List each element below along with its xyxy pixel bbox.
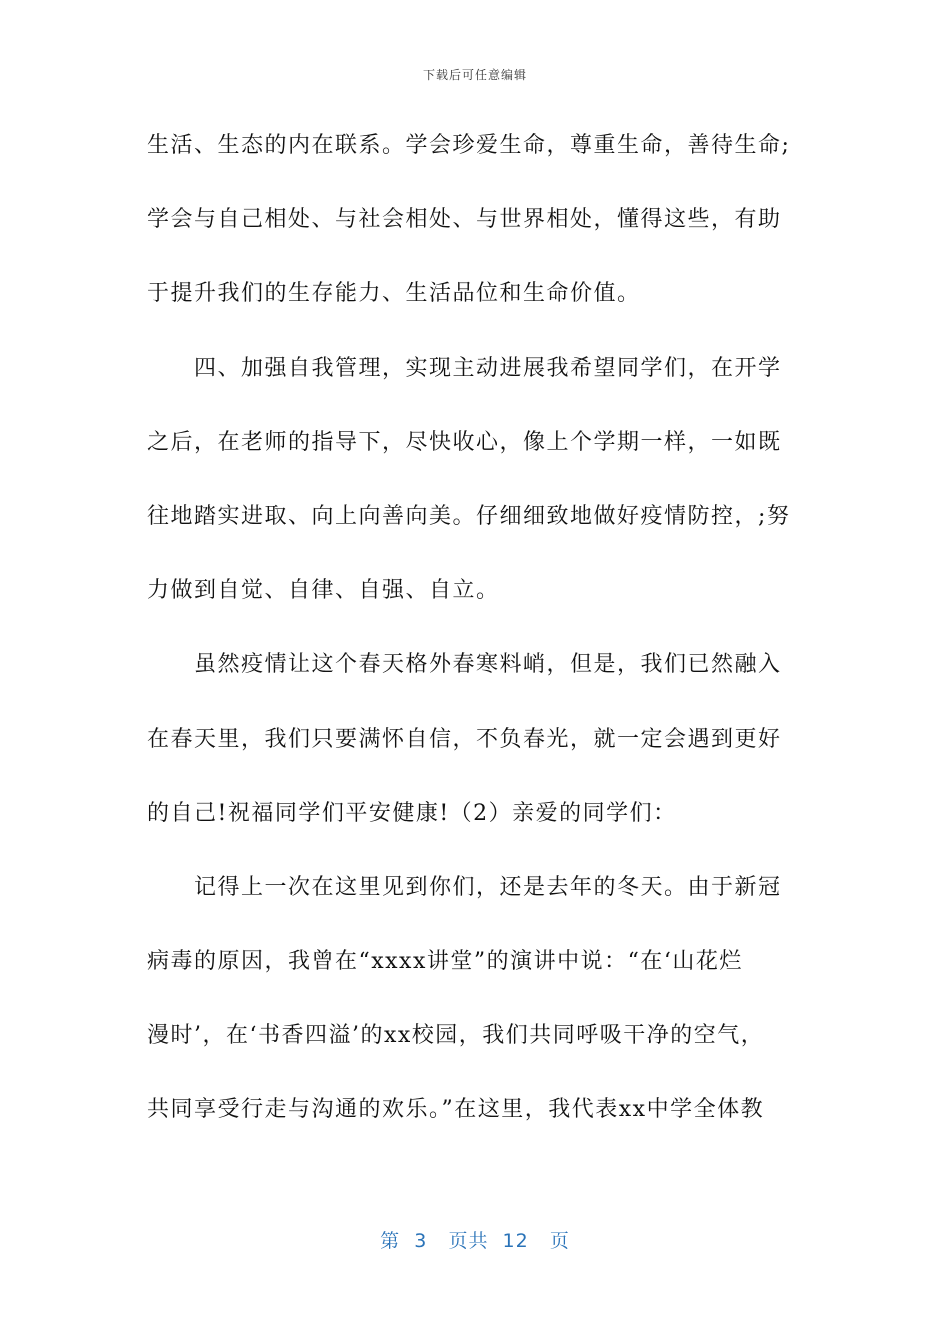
text-line-5: 之后，在老师的指导下，尽快收心，像上个学期一样，一如既 [147, 429, 782, 455]
text-line-7: 力做到自觉、自律、自强、自立。 [147, 578, 500, 604]
footer-total-pages: 12 [502, 1230, 529, 1252]
text-line-8: 虽然疫情让这个春天格外春寒料峭，但是，我们已然融入 [194, 652, 782, 678]
footer-prefix: 第 [380, 1230, 401, 1252]
text-line-10: 的自己!祝福同学们平安健康!（2）亲爱的同学们： [147, 800, 677, 826]
text-line-12: 病毒的原因，我曾在“xxxx讲堂”的演讲中说：“在‘山花烂 [147, 949, 743, 975]
text-line-13: 漫时’，在‘书香四溢’的xx校园，我们共同呼吸干净的空气， [147, 1023, 765, 1049]
text-line-1: 生活、生态的内在联系。学会珍爱生命，尊重生命，善待生命; [147, 133, 791, 158]
text-line-4: 四、加强自我管理，实现主动进展我希望同学们，在开学 [194, 355, 782, 381]
text-line-6: 往地踏实进取、向上向善向美。仔细细致地做好疫情防控，;努 [147, 503, 791, 529]
text-line-14: 共同享受行走与沟通的欢乐。”在这里，我代表xx中学全体教 [147, 1097, 765, 1123]
footer-current-page: 3 [414, 1230, 428, 1252]
footer-suffix: 页 [549, 1230, 570, 1252]
document-body [147, 117, 812, 1156]
footer-mid: 页共 [448, 1230, 489, 1252]
text-line-2: 学会与自己相处、与社会相处、与世界相处，懂得这些，有助 [147, 207, 782, 233]
page-footer [0, 1226, 950, 1253]
page-header-note: 下载后可任意编辑 [422, 68, 527, 82]
text-line-9: 在春天里，我们只要满怀自信，不负春光，就一定会遇到更好 [147, 726, 782, 752]
text-line-3: 于提升我们的生存能力、生活品位和生命价值。 [147, 281, 641, 307]
text-line-11: 记得上一次在这里见到你们，还是去年的冬天。由于新冠 [194, 874, 782, 900]
